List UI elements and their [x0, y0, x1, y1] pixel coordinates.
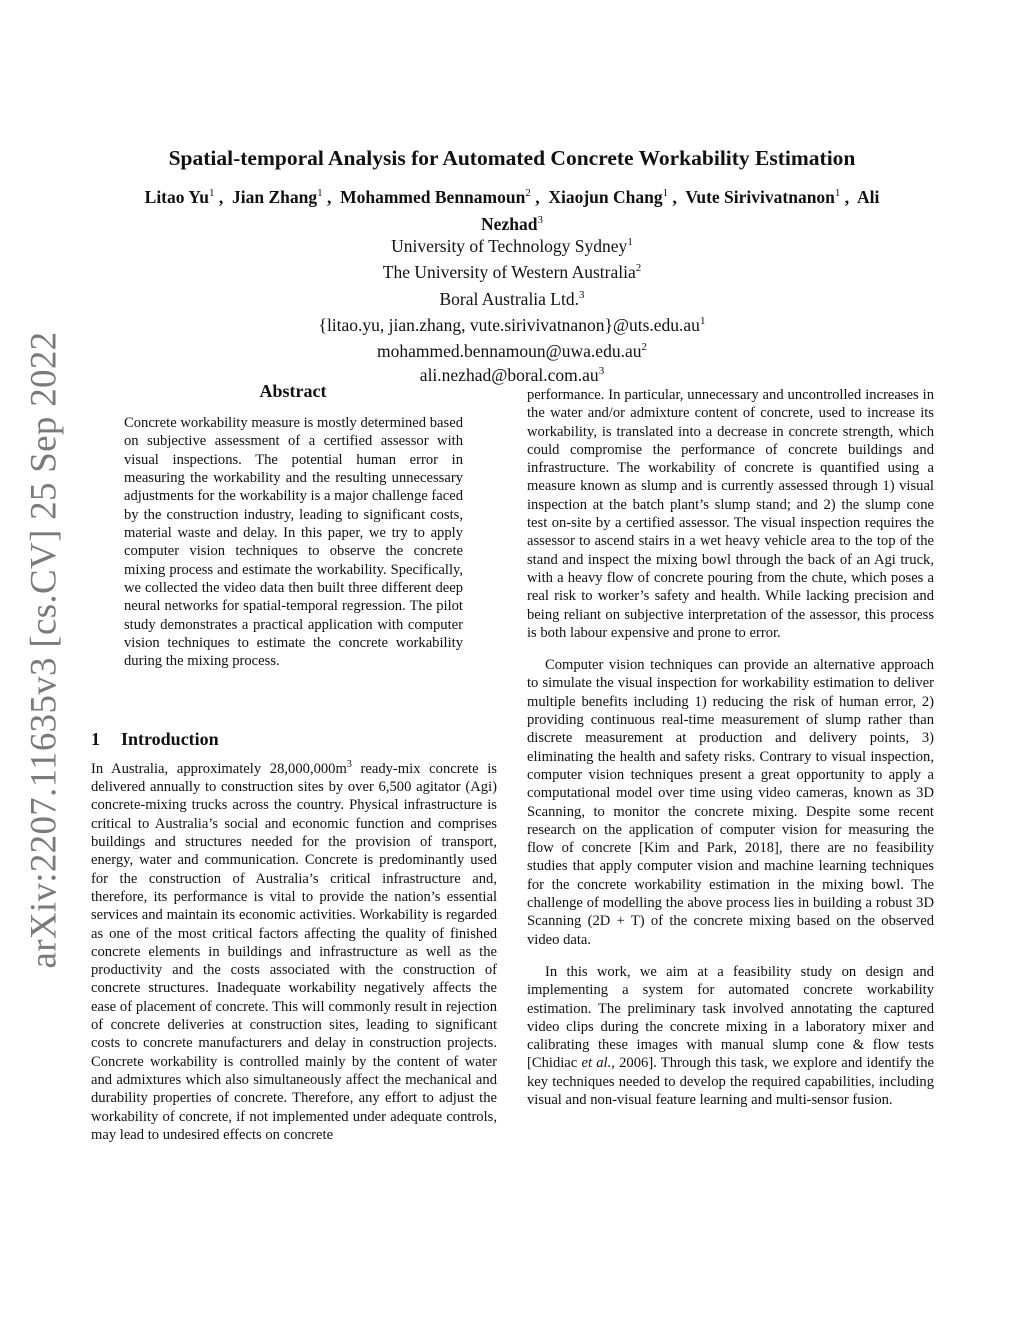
introduction-paragraph: In Australia, approximately $28,000,000m^3$ ready-mix concrete is delivered annually to construction sites by over 6,500 agitator (Agi) concrete-mixing trucks across the country. Physical infrastructure is critical to Australia’s social and economic function and comprises buildings and structures needed for the provision of transport, energy, water and communication. Concrete is predominantly used for the construction of Australia’s critical infrastructure and, therefore, its performance is vital to provide the nation’s essential services and maintain its economic activities. Workability is regarded as one of the most critical factors affecting the quality of finished concrete elements in buildings and infrastructure as well as the productivity and the costs associated with the construction of concrete structures. Inadequate workability negatively affects the ease of placement of concrete. This will commonly result in rejection of concrete deliveries at construction sites, leading to significant costs to concrete manufacturers and delay in construction projects. Concrete workability is controlled mainly by the content of water and admixtures which also simultaneously affect the mechanical and durability properties of concrete. Therefore, any effort to adjust the workability of concrete, if not implemented under adequate controls, may lead to undesired effects on concrete	[91, 759, 497, 1143]
body-paragraph: performance. In particular, unnecessary and uncontrolled increases in the water and/or admixture content of concrete, used to increase its workability, is translated into a decrease in concrete strength, which could compromise the performance of concrete buildings and infrastructure. The workability of concrete is quantified using a measure known as slump and is currently assessed through 1) visual inspection at the batch plant’s slump stand; and 2) the slump cone test on-site by a certified assessor. The visual inspection requires the assessor to ascend stairs in a wet heavy vehicle area to the top of the stand and inspect the mixing bowl through the back of an Agi truck, with a heavy flow of concrete pouring from the chute, which poses a real risk to worker’s safety and health. While lacking precision and being reliant on subjective interpretation of the assessor, this process is both labour expensive and prone to error.	[527, 387, 934, 641]
body-paragraph: In this work, we aim at a feasibility study on design and implementing a system for automated concrete workability estimation. The preliminary task involved annotating the captured video clips during the concrete mixing in a laboratory mixer and calibrating these images with manual slump cone & flow tests [Chidiac et al., 2006]. Through this task, we explore and identify the key techniques needed to develop the required capabilities, including visual and non-visual feature learning and multi-sensor fusion.	[527, 963, 934, 1108]
author-affiliation-mark: 1	[317, 187, 323, 199]
affiliation-line: University of Technology Sydney$^1$	[391, 235, 633, 256]
section-number: 1	[91, 729, 100, 749]
author-affiliation-mark: 1	[834, 187, 841, 199]
author-name: Xiaojun Chang	[548, 186, 663, 207]
affiliation-block	[160, 231, 864, 383]
affiliation-line: The University of Western Australia$^2$	[382, 262, 642, 283]
arxiv-identifier-stamp: arXiv:2207.11635v3 [cs.CV] 25 Sep 2022	[23, 331, 65, 969]
affiliation-line: Boral Australia Ltd.$^3$	[439, 288, 585, 309]
author-name: Litao Yu	[144, 186, 209, 207]
author-name: Mohammed Bennamoun	[340, 186, 526, 207]
author-name: Ali	[856, 186, 880, 207]
email-line: {litao.yu, jian.zhang, $vute.sirivivatnanon\}@uts.edu.au^1$	[318, 314, 706, 335]
author-name: Nezhad	[481, 213, 538, 234]
body-paragraph: Computer vision techniques can provide an alternative approach to simulate the visual inspection for workability estimation to deliver multiple benefits including 1) reducing the risk of human error, 2) providing continuous real-time measurement of slump rather than discrete measurement at production and delivery points, 3) eliminating the health and safety risks. Contrary to visual inspection, computer vision techniques present a great opportunity to apply a computational model over time using video cameras, known as 3D Scanning, to monitor the concrete mixing. Despite some recent research on the application of computer vision for measuring the flow of concrete [Kim and Park, 2018], there are no feasibility studies that apply computer vision and machine learning techniques for the concrete workability estimation in the mixing bowl. The challenge of modelling the above process lies in building a robust 3D Scanning (2D + T) of the concrete mixing based on the observed video data.	[527, 657, 934, 948]
author-list: Litao Yu$^1$ , Jian Zhang$^1$ , Mohammed Bennamoun$^2$ , Xiaojun Chang$^1$ , Vute Sirivivatnanon$^1$ , Ali Nezhad$^3$	[144, 186, 880, 234]
abstract-text: Concrete workability measure is mostly determined based on subjective assessment of a certified assessor with visual inspections. The potential human error in measuring the workability and the resulting unnecessary adjustments for the workability is a major challenge faced by the construction industry, leading to significant costs, material waste and delay. In this paper, we try to apply computer vision techniques to observe the concrete mixing process and estimate the workability. Specifically, we collected the video data then built three different deep neural networks for spatial-temporal regression. The pilot study demonstrates a practical application with computer vision techniques to estimate the concrete workability during the mixing process.	[124, 415, 463, 670]
author-affiliation-mark: 2	[525, 187, 531, 199]
author-affiliation-mark: 1	[662, 187, 669, 199]
section-title: Introduction	[121, 729, 219, 749]
email-line: $ali.nezhad@boral.com.au^3$	[419, 364, 605, 385]
author-name: Jian Zhang	[232, 186, 318, 207]
abstract-heading: Abstract	[259, 381, 327, 401]
section-heading-introduction	[91, 729, 219, 750]
email-line: $mohammed.bennamoun@uwa.edu.au^2$	[377, 341, 647, 362]
right-column	[527, 386, 934, 1123]
paper-title: Spatial-temporal Analysis for Automated Concrete Workability Estimation	[168, 146, 856, 170]
author-affiliation-mark: 1	[209, 187, 215, 199]
author-name: Vute Sirivivatnanon	[685, 186, 835, 207]
author-affiliation-mark: 3	[537, 213, 543, 226]
